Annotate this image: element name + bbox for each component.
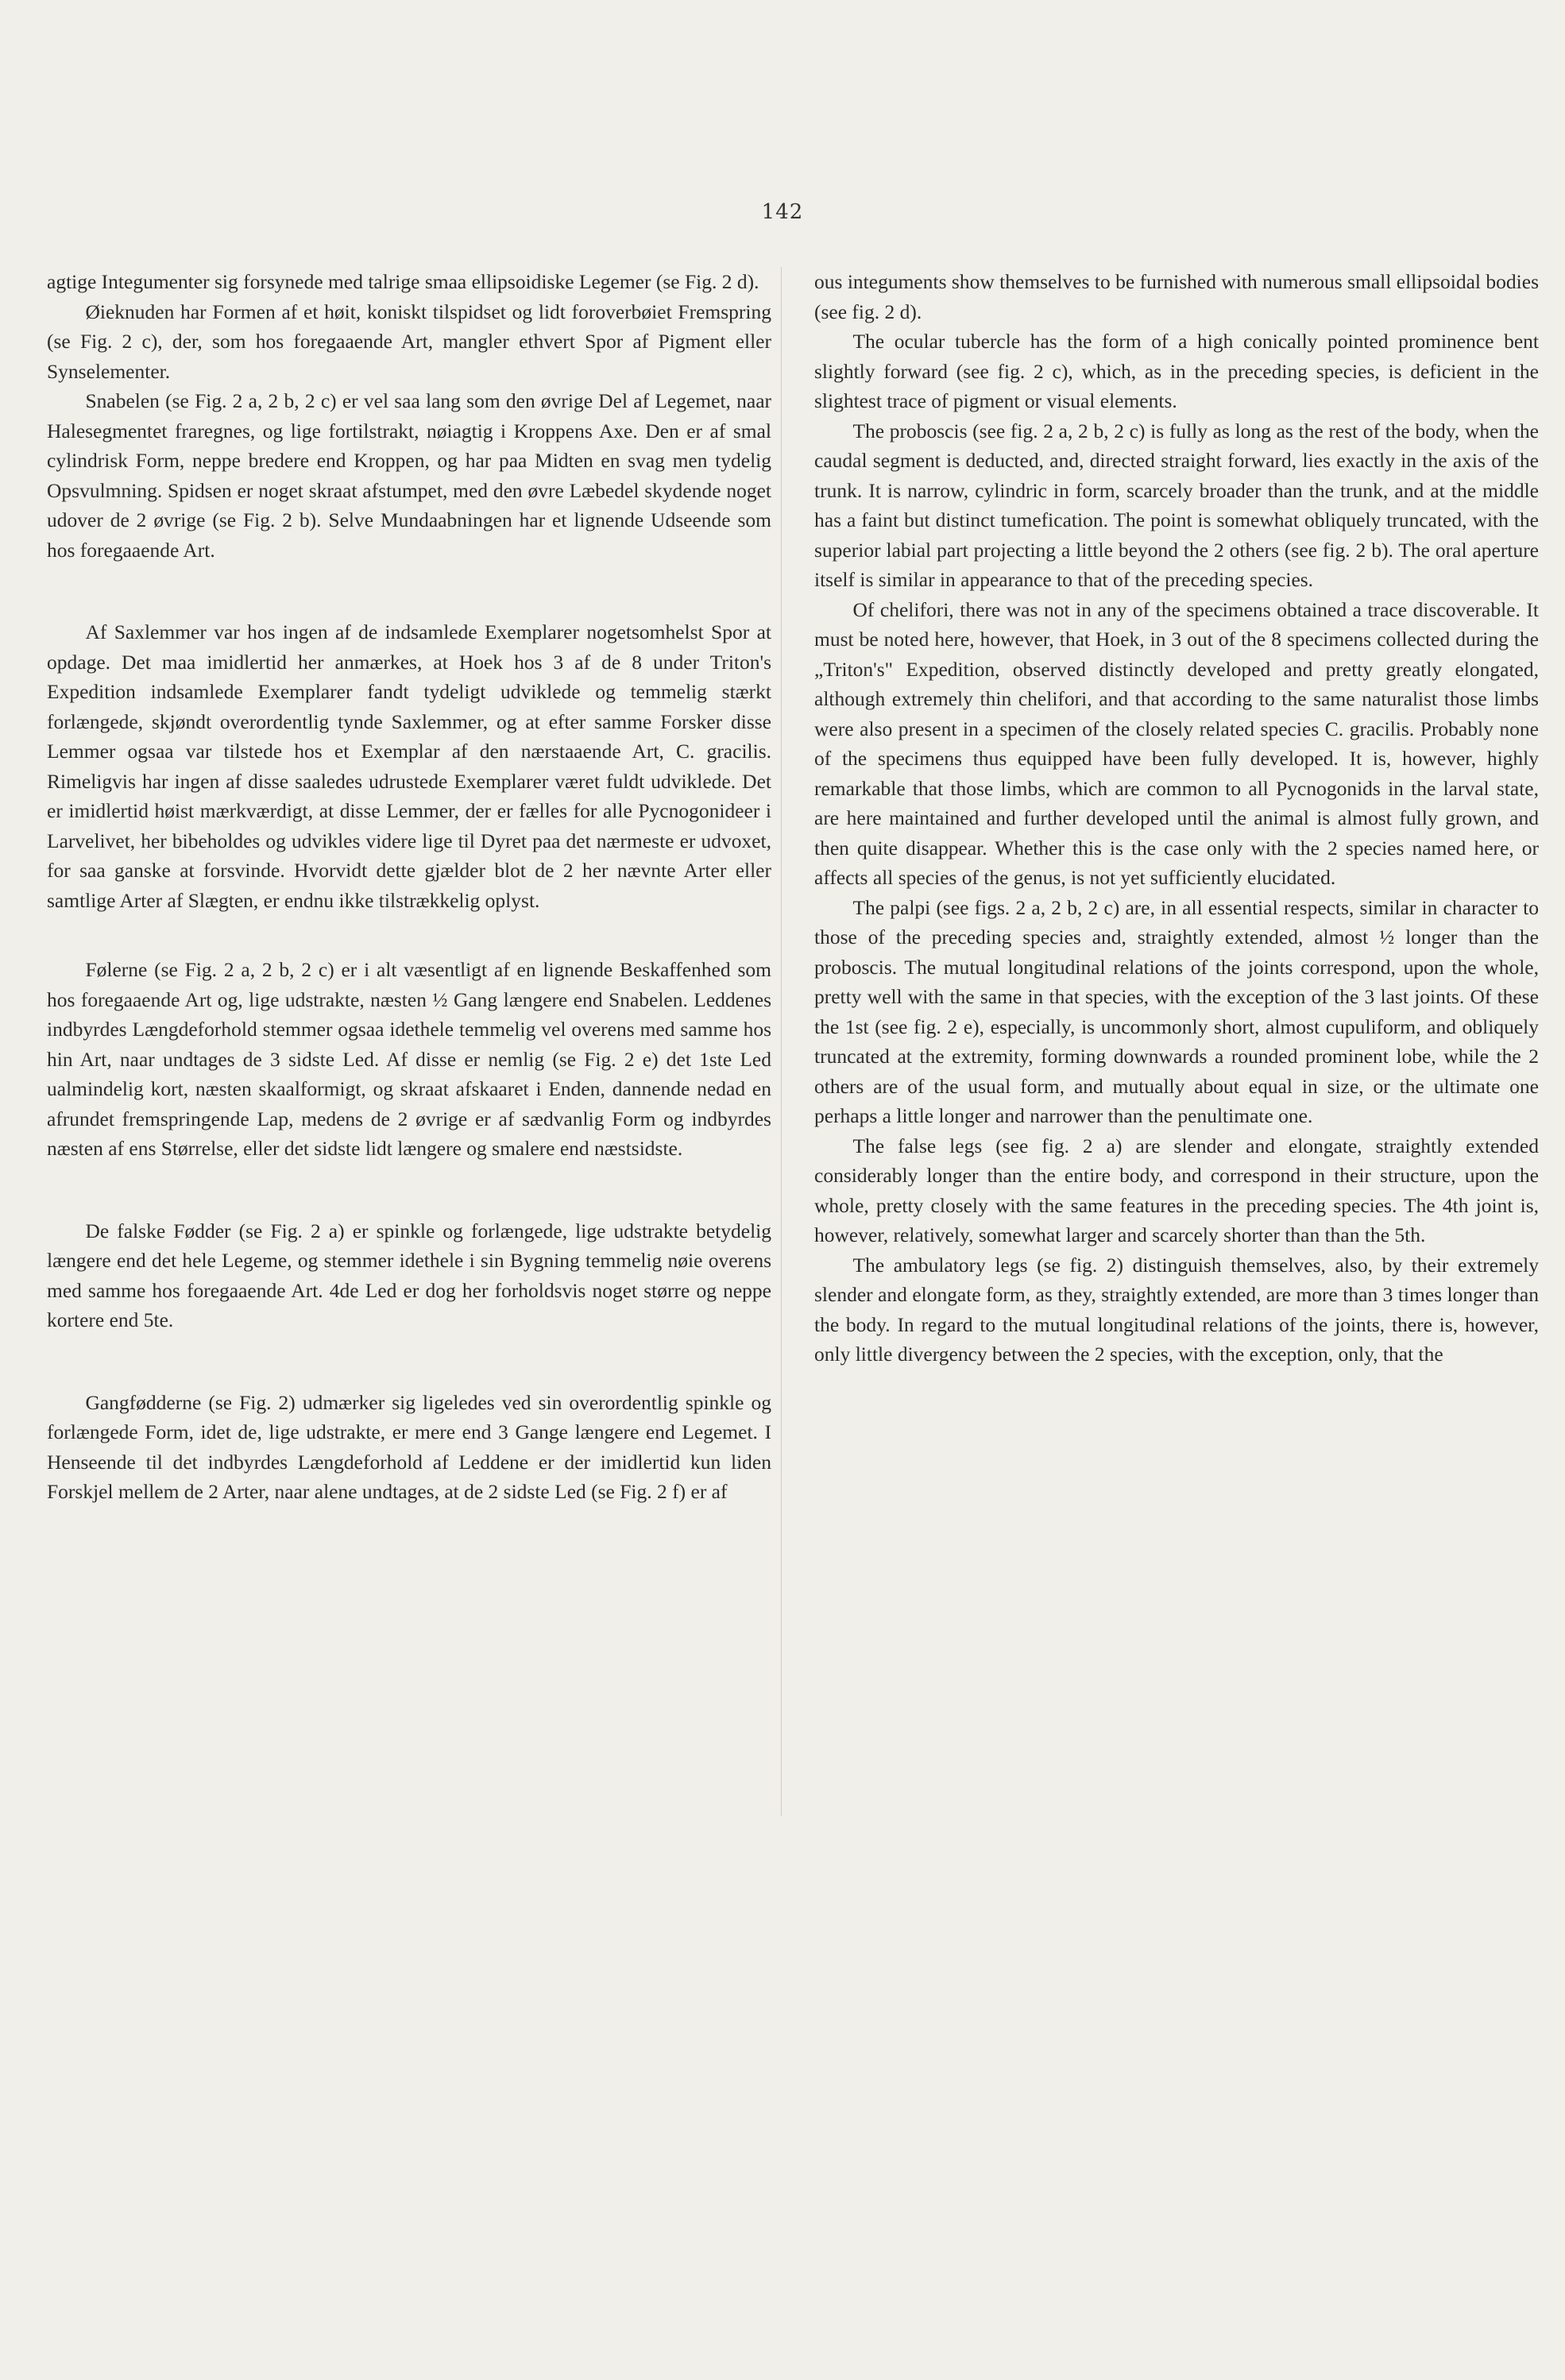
paragraph: The palpi (see figs. 2 a, 2 b, 2 c) are, in all essential respects, similar in character to those of the preceding species and, straightly extended, almost ½ longer than the proboscis. The mutual longitudinal relations of the joints correspond, upon the whole, pretty well with the same in that species, with the exception of the 3 last joints. Of these the 1st (see fig. 2 e), especially, is uncommonly short, almost cupuliform, and obliquely truncated at the extremity, forming downwards a rounded prominent lobe, while the 2 others are of the usual form, and mutually about equal in size, or the ultimate one perhaps a little longer and narrower than the penultimate one. bbox=[814, 895, 1539, 1127]
paragraph: Snabelen (se Fig. 2 a, 2 b, 2 c) er vel saa lang som den øvrige Del af Legemet, naar Halesegmentet fraregnes, og lige fortilstrakt, nøiagtig i Kroppens Axe. Den er af smal cylindrisk Form, neppe bredere end Kroppen, og har paa Midten en svag men tydelig Opsvulmning. Spidsen er noget skraat afstumpet, med den øvre Læbedel skydende noget udover de 2 øvrige (se Fig. 2 b). Selve Mundaabningen har et lignende Udseende som hos foregaaende Art. bbox=[47, 389, 771, 562]
page-number: 142 bbox=[761, 200, 804, 224]
left-column-norwegian bbox=[47, 267, 771, 1507]
paragraph: The proboscis (see fig. 2 a, 2 b, 2 c) is fully as long as the rest of the body, when the caudal segment is deducted, and, directed straight forward, lies exactly in the axis of the trunk. It is narrow, cylindric in form, scarcely broader than the trunk, and at the middle has a faint but distinct tumefication. The point is somewhat obliquely truncated, with the superior labial part projecting a little beyond the 2 others (see fig. 2 b). The oral aperture itself is similar in appearance to that of the preceding species. bbox=[814, 419, 1539, 591]
paragraph: The ambulatory legs (se fig. 2) distinguish themselves, also, by their extremely slender and elongate form, as they, straightly extended, are more than 3 times longer than the body. In regard to the mutual longitudinal relations of the joints, there is, however, only little divergency between the 2 species, with the exception, only, that the bbox=[814, 1253, 1539, 1366]
paragraph: Gangfødderne (se Fig. 2) udmærker sig ligeledes ved sin overordentlig spinkle og forlængede Form, idet de, lige udstrakte, er mere end 3 Gange længere end Legemet. I Henseende til det indbyrdes Længdeforhold af Leddene er der imidlertid kun liden Forskjel mellem de 2 Arter, naar alene undtages, at de 2 sidste Led (se Fig. 2 f) er af bbox=[47, 1390, 771, 1503]
paragraph: Of chelifori, there was not in any of the specimens obtained a trace discoverable. It must be noted here, however, that Hoek, in 3 out of the 8 specimens collected during the „Triton's" Expedition, observed distinctly developed and pretty greatly elongated, although extremely thin chelifori, and that according to the same naturalist those limbs were also present in a specimen of the closely related species C. gracilis. Probably none of the specimens thus equipped have been fully developed. It is, however, highly remarkable that those limbs, which are common to all Pycnogonids in the larval state, are here maintained and further developed until the animal is almost fully grown, and then quite disappear. Whether this is the case only with the 2 species named here, or affects all species of the genus, is not yet sufficiently elucidated. bbox=[814, 597, 1539, 889]
paragraph: The false legs (see fig. 2 a) are slender and elongate, straightly extended considerably longer than the entire body, and correspond in their structure, upon the whole, pretty closely with the same features in the preceding species. The 4th joint is, however, relatively, somewhat larger and scarcely shorter than than the 5th. bbox=[814, 1134, 1539, 1246]
paragraph: The ocular tubercle has the form of a high conically pointed prominence bent slightly forward (see fig. 2 c), which, as in the preceding species, is deficient in the slightest trace of pigment or visual elements. bbox=[814, 330, 1539, 412]
paragraph: Øieknuden har Formen af et høit, koniskt tilspidset og lidt foroverbøiet Fremspring (se Fig. 2 c), der, som hos foregaaende Art, mangler ethvert Spor af Pigment eller Synselementer. bbox=[47, 299, 771, 383]
paragraph: Følerne (se Fig. 2 a, 2 b, 2 c) er i alt væsentligt af en lignende Beskaffenhed som hos foregaaende Art og, lige udstrakte, næsten ½ Gang længere end Snabelen. Leddenes indbyrdes Længdeforhold stemmer ogsaa idethele temmelig vel overens med samme hos hin Art, naar undtages de 3 sidste Led. Af disse er nemlig (se Fig. 2 e) det 1ste Led ualmindelig kort, næsten skaalformigt, og skraat afskaaret i Enden, dannende nedad en afrundet fremspringende Lap, medens de 2 øvrige er af sædvanlig Form og indbyrdes næsten af ens Størrelse, eller det sidste lidt længere og smalere end næstsidste. bbox=[47, 958, 771, 1160]
paragraph: De falske Fødder (se Fig. 2 a) er spinkle og forlængede, lige udstrakte betydelig længere end det hele Legeme, og stemmer idethele i sin Bygning temmelig nøie overens med samme hos foregaaende Art. 4de Led er dog her forholdsvis noget større og neppe kortere end 5te. bbox=[47, 1219, 771, 1331]
right-column-english bbox=[814, 267, 1539, 1370]
paragraph: Af Saxlemmer var hos ingen af de indsamlede Exemplarer nogetsomhelst Spor at opdage. Det maa imidlertid her anmærkes, at Hoek hos 3 af de 8 under Triton's Expedition indsamlede Exemplarer fandt tydeligt udviklede og temmelig stærkt forlængede, skjøndt overordentlig tynde Saxlemmer, og at efter samme Forsker disse Lemmer ogsaa var tilstede hos et Exemplar af den nærstaaende Art, C. gracilis. Rimeligvis har ingen af disse saaledes udrustede Exemplarer været fuldt udviklede. Det er imidlertid høist mærkværdigt, at disse Lemmer, der er fælles for alle Pycnogonideer i Larvelivet, her bibeholdes og udvikles videre lige til Dyret paa det nærmeste er udvoxet, for saa ganske at forsvinde. Hvorvidt dette gjælder blot de 2 her nævnte Arter eller samtlige Arter af Slægten, er endnu ikke tilstrækkelig oplyst. bbox=[47, 620, 771, 912]
paragraph: ous integuments show themselves to be furnished with numerous small ellipsoidal bodies (see fig. 2 d). bbox=[814, 270, 1539, 323]
column-divider bbox=[781, 267, 782, 1816]
paragraph: agtige Integumenter sig forsynede med talrige smaa ellipsoidiske Legemer (se Fig. 2 d). bbox=[47, 270, 759, 293]
